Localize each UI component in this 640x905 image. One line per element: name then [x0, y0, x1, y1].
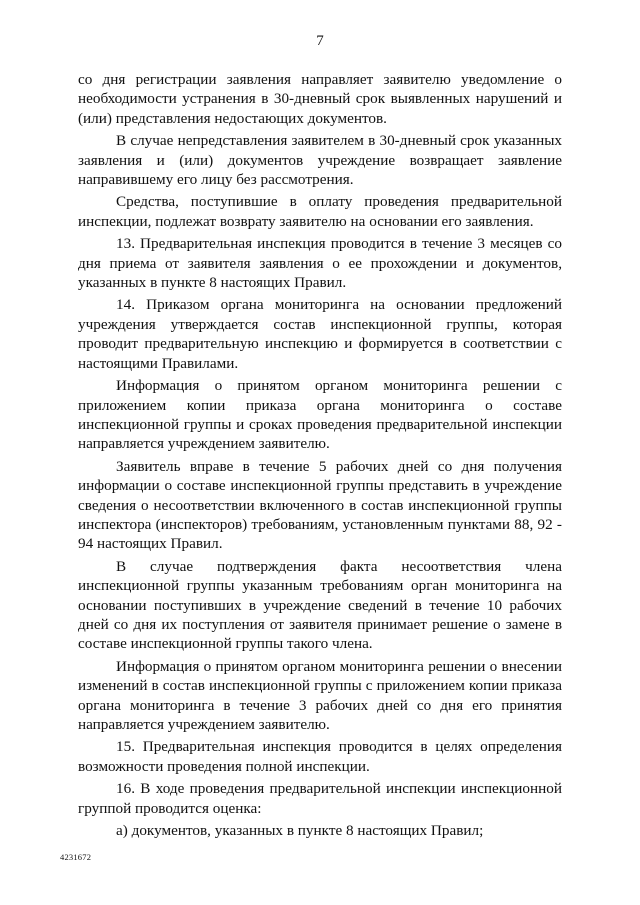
paragraph: Информация о принятом органом мониторинга решении с приложением копии приказа органа мониторинга о составе инспекционной группы и сроках проведения предварительной инспекции направляется учреждением заявителю. [78, 377, 562, 453]
paragraph-subitem-a: а) документов, указанных в пункте 8 настоящих Правил; [116, 822, 484, 840]
paragraph-item-16: 16. В ходе проведения предварительной инспекции инспекционной группой проводится оценка: [78, 780, 562, 817]
paragraph-item-15: 15. Предварительная инспекция проводится в целях определения возможности проведения полной инспекции. [78, 738, 562, 775]
paragraph-continuation: со дня регистрации заявления направляет заявителю уведомление о необходимости устранения в 30-дневный срок выявленных нарушений и (или) представления недостающих документов. [78, 71, 562, 127]
paragraph-item-13: 13. Предварительная инспекция проводится в течение 3 месяцев со дня приема от заявителя заявления о ее прохождении и документов, указанных в пункте 8 настоящих Правил. [78, 235, 562, 292]
paragraph: В случае подтверждения факта несоответствия члена инспекционной группы указанным требованиям орган мониторинга на основании поступивших в учреждение сведений в течение 10 рабочих дней со дня их поступления от заявителя принимает решение о замене в составе инспекционной группы такого члена. [78, 557, 562, 653]
paragraph: Заявитель вправе в течение 5 рабочих дней со дня получения информации о составе инспекционной группы представить в учреждение сведения о несоответствии включенного в состав инспекционной группы инспектора (инспекторов) требованиям, установленным пунктами 88, 92 - 94 настоящих Правил. [78, 457, 562, 553]
page-number: 7 [316, 33, 324, 49]
document-code: 4231672 [60, 852, 92, 862]
paragraph: Средства, поступившие в оплату проведения предварительной инспекции, подлежат возврату заявителю на основании его заявления. [78, 193, 562, 230]
document-body [78, 70, 562, 843]
paragraph: Информация о принятом органом мониторинга решении о внесении изменений в состав инспекционной группы с приложением копии приказа органа мониторинга в течение 3 рабочих дней со дня его принятия направляется учреждением заявителю. [78, 657, 562, 733]
paragraph: В случае непредставления заявителем в 30-дневный срок указанных заявления и (или) документов учреждение возвращает заявление направившему его лицу без рассмотрения. [78, 132, 562, 189]
paragraph-item-14: 14. Приказом органа мониторинга на основании предложений учреждения утверждается состав инспекционной группы, которая проводит предварительную инспекцию и формируется в соответствии с настоящими Правилами. [78, 296, 562, 372]
